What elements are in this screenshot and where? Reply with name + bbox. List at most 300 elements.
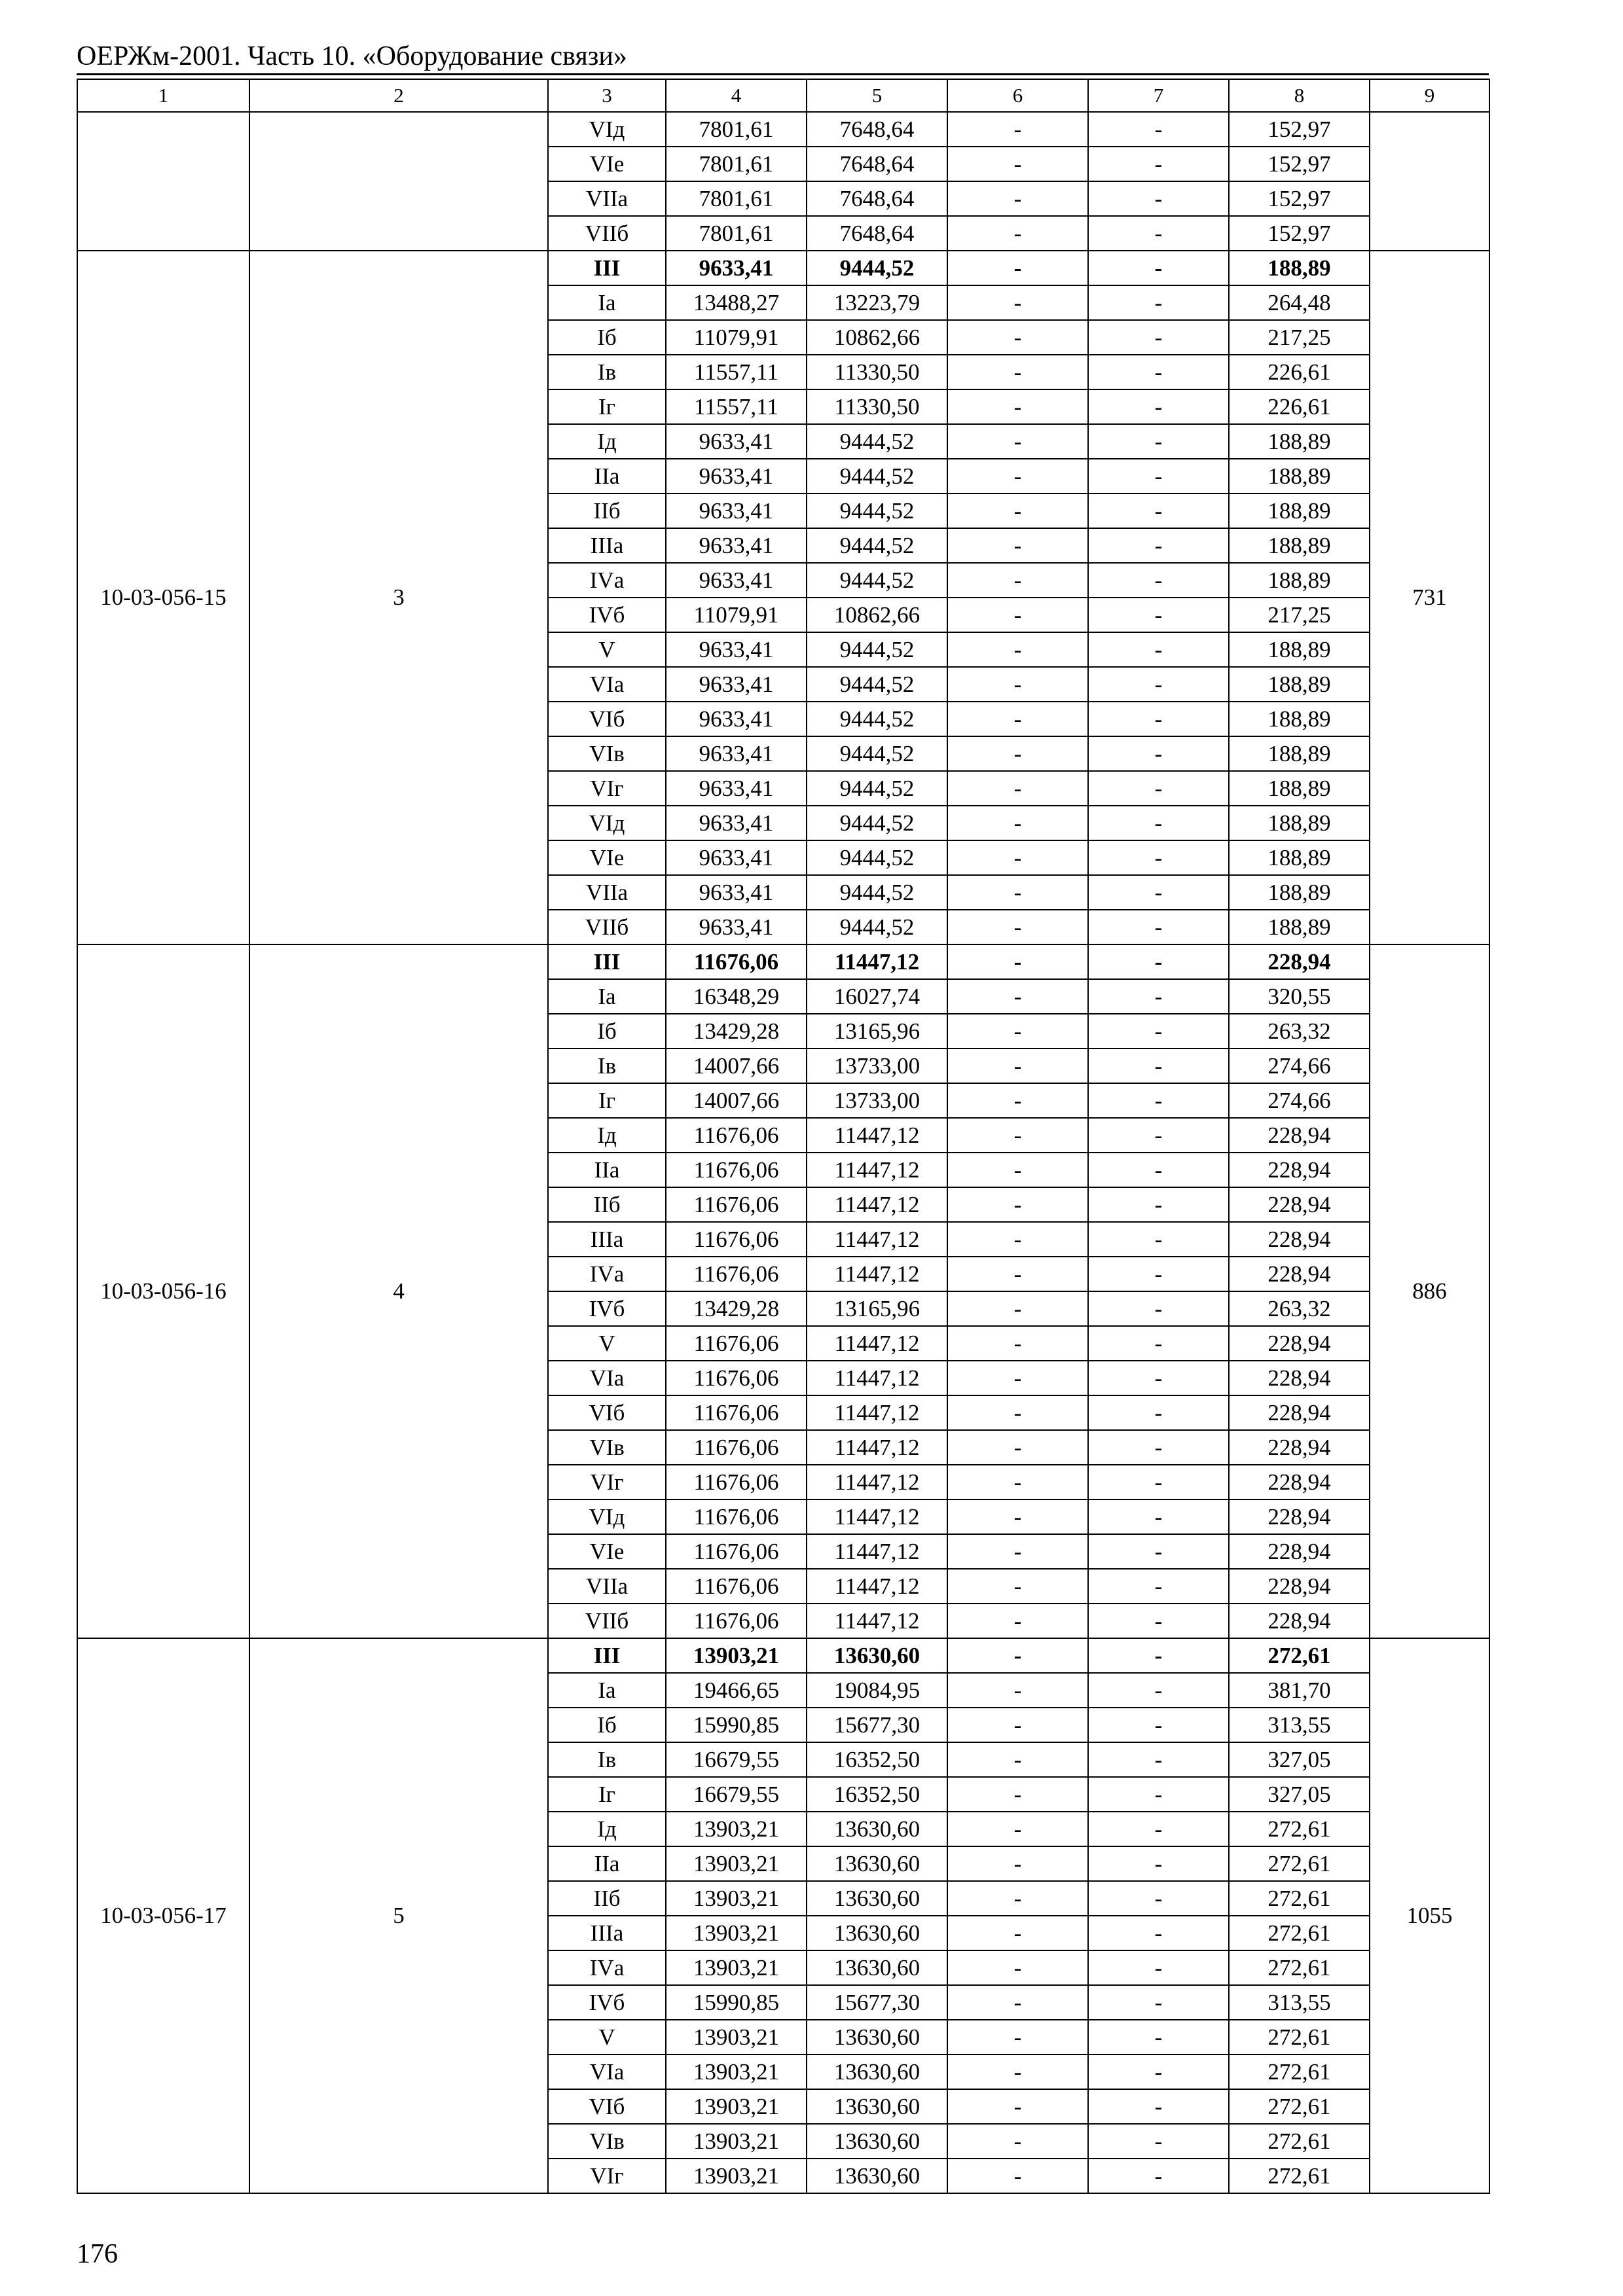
table-row (77, 251, 1489, 285)
machines-cell: - (947, 632, 1088, 667)
zone-cell: IVб (548, 598, 666, 632)
materials-cell: 272,61 (1229, 1638, 1370, 1673)
zone-cell: VIа (548, 2054, 666, 2089)
total-cost-cell: 13903,21 (666, 1812, 807, 1846)
zone-cell: VIд (548, 112, 666, 147)
wages-cell: 9444,52 (807, 459, 947, 493)
materials-cell: 188,89 (1229, 840, 1370, 875)
materials-cell: 228,94 (1229, 1499, 1370, 1534)
total-cost-cell: 11676,06 (666, 944, 807, 979)
driver-wages-cell: - (1088, 2020, 1229, 2054)
wages-cell: 11447,12 (807, 1187, 947, 1222)
driver-wages-cell: - (1088, 1534, 1229, 1569)
wages-cell: 9444,52 (807, 702, 947, 736)
total-cost-cell: 11676,06 (666, 1326, 807, 1361)
driver-wages-cell: - (1088, 598, 1229, 632)
wages-cell: 9444,52 (807, 563, 947, 598)
total-cost-cell: 16679,55 (666, 1742, 807, 1777)
wages-cell: 7648,64 (807, 112, 947, 147)
zone-cell: VIд (548, 1499, 666, 1534)
total-cost-cell: 11676,06 (666, 1395, 807, 1430)
driver-wages-cell: - (1088, 1291, 1229, 1326)
driver-wages-cell: - (1088, 1777, 1229, 1812)
machines-cell: - (947, 1291, 1088, 1326)
driver-wages-cell: - (1088, 1257, 1229, 1291)
wages-cell: 19084,95 (807, 1673, 947, 1708)
wages-cell: 11447,12 (807, 1430, 947, 1465)
total-cost-cell: 11676,06 (666, 1499, 807, 1534)
materials-cell: 228,94 (1229, 1257, 1370, 1291)
materials-cell: 188,89 (1229, 528, 1370, 563)
driver-wages-cell: - (1088, 1742, 1229, 1777)
wages-cell: 9444,52 (807, 910, 947, 944)
zone-cell: VIб (548, 1395, 666, 1430)
materials-cell: 274,66 (1229, 1049, 1370, 1083)
rate-name-cell: 5 (249, 1638, 548, 2193)
zone-cell: VIв (548, 2124, 666, 2159)
total-cost-cell: 11676,06 (666, 1430, 807, 1465)
driver-wages-cell: - (1088, 1014, 1229, 1049)
total-cost-cell: 7801,61 (666, 181, 807, 216)
wages-cell: 13630,60 (807, 2159, 947, 2193)
materials-cell: 313,55 (1229, 1985, 1370, 2020)
driver-wages-cell: - (1088, 771, 1229, 806)
column-header: 2 (249, 79, 548, 112)
driver-wages-cell: - (1088, 424, 1229, 459)
total-cost-cell: 7801,61 (666, 216, 807, 251)
table-body (77, 112, 1489, 2193)
machines-cell: - (947, 389, 1088, 424)
machines-cell: - (947, 112, 1088, 147)
machines-cell: - (947, 1534, 1088, 1569)
total-cost-cell: 13903,21 (666, 2020, 807, 2054)
total-cost-cell: 11676,06 (666, 1153, 807, 1187)
driver-wages-cell: - (1088, 389, 1229, 424)
wages-cell: 11447,12 (807, 1569, 947, 1604)
wages-cell: 13630,60 (807, 1638, 947, 1673)
zone-cell: IVа (548, 1257, 666, 1291)
driver-wages-cell: - (1088, 875, 1229, 910)
materials-cell: 228,94 (1229, 1187, 1370, 1222)
machines-cell: - (947, 667, 1088, 702)
total-cost-cell: 13488,27 (666, 285, 807, 320)
zone-cell: III (548, 251, 666, 285)
materials-cell: 188,89 (1229, 493, 1370, 528)
wages-cell: 11447,12 (807, 1222, 947, 1257)
materials-cell: 188,89 (1229, 563, 1370, 598)
zone-cell: VIг (548, 2159, 666, 2193)
total-cost-cell: 13903,21 (666, 1881, 807, 1916)
driver-wages-cell: - (1088, 1361, 1229, 1395)
total-cost-cell: 9633,41 (666, 736, 807, 771)
zone-cell: VIIб (548, 216, 666, 251)
machines-cell: - (947, 598, 1088, 632)
materials-cell: 327,05 (1229, 1742, 1370, 1777)
header-rule (77, 73, 1489, 75)
driver-wages-cell: - (1088, 1395, 1229, 1430)
price-table (77, 79, 1490, 2194)
materials-cell: 228,94 (1229, 1569, 1370, 1604)
machines-cell: - (947, 2089, 1088, 2124)
materials-cell: 327,05 (1229, 1777, 1370, 1812)
driver-wages-cell: - (1088, 1326, 1229, 1361)
wages-cell: 9444,52 (807, 771, 947, 806)
total-cost-cell: 13903,21 (666, 2054, 807, 2089)
wages-cell: 11447,12 (807, 1534, 947, 1569)
materials-cell: 228,94 (1229, 1430, 1370, 1465)
machines-cell: - (947, 1222, 1088, 1257)
zone-cell: IIа (548, 1153, 666, 1187)
column-header: 3 (548, 79, 666, 112)
machines-cell: - (947, 2020, 1088, 2054)
machines-cell: - (947, 910, 1088, 944)
machines-cell: - (947, 563, 1088, 598)
wages-cell: 11447,12 (807, 1465, 947, 1499)
machines-cell: - (947, 1777, 1088, 1812)
zone-cell: VIIа (548, 181, 666, 216)
zone-cell: Iа (548, 1673, 666, 1708)
materials-cell: 228,94 (1229, 944, 1370, 979)
total-cost-cell: 11676,06 (666, 1257, 807, 1291)
machines-cell: - (947, 1153, 1088, 1187)
driver-wages-cell: - (1088, 251, 1229, 285)
wages-cell: 11447,12 (807, 1395, 947, 1430)
total-cost-cell: 13903,21 (666, 2159, 807, 2193)
materials-cell: 188,89 (1229, 702, 1370, 736)
total-cost-cell: 19466,65 (666, 1673, 807, 1708)
driver-wages-cell: - (1088, 112, 1229, 147)
machines-cell: - (947, 1916, 1088, 1950)
total-cost-cell: 15990,85 (666, 1985, 807, 2020)
machines-cell: - (947, 1881, 1088, 1916)
total-cost-cell: 9633,41 (666, 632, 807, 667)
materials-cell: 320,55 (1229, 979, 1370, 1014)
driver-wages-cell: - (1088, 1430, 1229, 1465)
driver-wages-cell: - (1088, 1499, 1229, 1534)
rate-name-cell: 4 (249, 944, 548, 1638)
driver-wages-cell: - (1088, 1950, 1229, 1985)
driver-wages-cell: - (1088, 1465, 1229, 1499)
materials-cell: 228,94 (1229, 1395, 1370, 1430)
materials-cell: 272,61 (1229, 1812, 1370, 1846)
driver-wages-cell: - (1088, 1222, 1229, 1257)
total-cost-cell: 13903,21 (666, 1916, 807, 1950)
total-cost-cell: 11676,06 (666, 1222, 807, 1257)
total-cost-cell: 11676,06 (666, 1534, 807, 1569)
materials-cell: 264,48 (1229, 285, 1370, 320)
machines-cell: - (947, 459, 1088, 493)
materials-cell: 274,66 (1229, 1083, 1370, 1118)
materials-cell: 272,61 (1229, 2124, 1370, 2159)
zone-cell: Iд (548, 1118, 666, 1153)
zone-cell: IIа (548, 459, 666, 493)
total-cost-cell: 16679,55 (666, 1777, 807, 1812)
machines-cell: - (947, 1985, 1088, 2020)
zone-cell: IVа (548, 563, 666, 598)
zone-cell: VIв (548, 736, 666, 771)
total-cost-cell: 9633,41 (666, 806, 807, 840)
total-cost-cell: 11676,06 (666, 1118, 807, 1153)
rate-name-cell: 3 (249, 251, 548, 944)
zone-cell: IIб (548, 1187, 666, 1222)
materials-cell: 272,61 (1229, 2089, 1370, 2124)
machines-cell: - (947, 1499, 1088, 1534)
driver-wages-cell: - (1088, 1118, 1229, 1153)
materials-cell: 228,94 (1229, 1118, 1370, 1153)
materials-cell: 188,89 (1229, 424, 1370, 459)
column-header: 1 (77, 79, 249, 112)
materials-cell: 272,61 (1229, 1846, 1370, 1881)
machines-cell: - (947, 181, 1088, 216)
machines-cell: - (947, 1604, 1088, 1638)
zone-cell: VIб (548, 2089, 666, 2124)
materials-cell: 226,61 (1229, 389, 1370, 424)
machines-cell: - (947, 702, 1088, 736)
machines-cell: - (947, 147, 1088, 181)
column-header-row (77, 79, 1489, 112)
zone-cell: VIг (548, 771, 666, 806)
materials-cell: 188,89 (1229, 459, 1370, 493)
machines-cell: - (947, 1708, 1088, 1742)
total-cost-cell: 9633,41 (666, 910, 807, 944)
total-cost-cell: 11079,91 (666, 598, 807, 632)
total-cost-cell: 7801,61 (666, 112, 807, 147)
machines-cell: - (947, 2159, 1088, 2193)
wages-cell: 13165,96 (807, 1291, 947, 1326)
rate-code-cell: 10-03-056-16 (77, 944, 249, 1638)
zone-cell: Iд (548, 1812, 666, 1846)
machines-cell: - (947, 1187, 1088, 1222)
rate-name-cell (249, 112, 548, 251)
zone-cell: IVа (548, 1950, 666, 1985)
total-cost-cell: 11676,06 (666, 1187, 807, 1222)
zone-cell: Iб (548, 1014, 666, 1049)
machines-cell: - (947, 1118, 1088, 1153)
wages-cell: 13630,60 (807, 1950, 947, 1985)
materials-cell: 272,61 (1229, 2020, 1370, 2054)
materials-cell: 188,89 (1229, 771, 1370, 806)
zone-cell: VIIб (548, 1604, 666, 1638)
total-cost-cell: 16348,29 (666, 979, 807, 1014)
zone-cell: III (548, 944, 666, 979)
wages-cell: 11447,12 (807, 1326, 947, 1361)
labor-cost-cell (1370, 112, 1489, 251)
zone-cell: III (548, 1638, 666, 1673)
materials-cell: 228,94 (1229, 1604, 1370, 1638)
machines-cell: - (947, 285, 1088, 320)
total-cost-cell: 9633,41 (666, 251, 807, 285)
total-cost-cell: 7801,61 (666, 147, 807, 181)
total-cost-cell: 15990,85 (666, 1708, 807, 1742)
driver-wages-cell: - (1088, 459, 1229, 493)
zone-cell: VIIа (548, 875, 666, 910)
total-cost-cell: 13429,28 (666, 1014, 807, 1049)
zone-cell: VIIа (548, 1569, 666, 1604)
column-header: 6 (947, 79, 1088, 112)
driver-wages-cell: - (1088, 702, 1229, 736)
total-cost-cell: 13903,21 (666, 2124, 807, 2159)
driver-wages-cell: - (1088, 563, 1229, 598)
total-cost-cell: 9633,41 (666, 702, 807, 736)
driver-wages-cell: - (1088, 1673, 1229, 1708)
driver-wages-cell: - (1088, 285, 1229, 320)
materials-cell: 152,97 (1229, 112, 1370, 147)
materials-cell: 313,55 (1229, 1708, 1370, 1742)
driver-wages-cell: - (1088, 1846, 1229, 1881)
materials-cell: 272,61 (1229, 2159, 1370, 2193)
driver-wages-cell: - (1088, 2159, 1229, 2193)
total-cost-cell: 11079,91 (666, 320, 807, 355)
zone-cell: VIд (548, 806, 666, 840)
driver-wages-cell: - (1088, 667, 1229, 702)
total-cost-cell: 9633,41 (666, 840, 807, 875)
driver-wages-cell: - (1088, 216, 1229, 251)
zone-cell: VIIб (548, 910, 666, 944)
machines-cell: - (947, 979, 1088, 1014)
column-header: 9 (1370, 79, 1489, 112)
wages-cell: 15677,30 (807, 1708, 947, 1742)
labor-cost-cell: 886 (1370, 944, 1489, 1638)
machines-cell: - (947, 424, 1088, 459)
driver-wages-cell: - (1088, 736, 1229, 771)
total-cost-cell: 9633,41 (666, 493, 807, 528)
machines-cell: - (947, 875, 1088, 910)
materials-cell: 228,94 (1229, 1465, 1370, 1499)
driver-wages-cell: - (1088, 1812, 1229, 1846)
driver-wages-cell: - (1088, 1569, 1229, 1604)
total-cost-cell: 11557,11 (666, 389, 807, 424)
zone-cell: IIIа (548, 1222, 666, 1257)
machines-cell: - (947, 1569, 1088, 1604)
materials-cell: 228,94 (1229, 1153, 1370, 1187)
total-cost-cell: 11676,06 (666, 1604, 807, 1638)
total-cost-cell: 14007,66 (666, 1083, 807, 1118)
driver-wages-cell: - (1088, 320, 1229, 355)
materials-cell: 217,25 (1229, 598, 1370, 632)
driver-wages-cell: - (1088, 147, 1229, 181)
zone-cell: VIб (548, 702, 666, 736)
zone-cell: IIа (548, 1846, 666, 1881)
column-header: 7 (1088, 79, 1229, 112)
driver-wages-cell: - (1088, 1708, 1229, 1742)
wages-cell: 11447,12 (807, 1153, 947, 1187)
zone-cell: Iд (548, 424, 666, 459)
wages-cell: 11330,50 (807, 355, 947, 389)
total-cost-cell: 9633,41 (666, 771, 807, 806)
materials-cell: 228,94 (1229, 1222, 1370, 1257)
wages-cell: 9444,52 (807, 667, 947, 702)
wages-cell: 9444,52 (807, 736, 947, 771)
machines-cell: - (947, 1014, 1088, 1049)
total-cost-cell: 9633,41 (666, 563, 807, 598)
driver-wages-cell: - (1088, 355, 1229, 389)
wages-cell: 9444,52 (807, 632, 947, 667)
zone-cell: V (548, 632, 666, 667)
driver-wages-cell: - (1088, 1153, 1229, 1187)
total-cost-cell: 9633,41 (666, 875, 807, 910)
wages-cell: 9444,52 (807, 251, 947, 285)
machines-cell: - (947, 806, 1088, 840)
machines-cell: - (947, 493, 1088, 528)
wages-cell: 7648,64 (807, 181, 947, 216)
total-cost-cell: 11676,06 (666, 1465, 807, 1499)
materials-cell: 272,61 (1229, 1881, 1370, 1916)
machines-cell: - (947, 1950, 1088, 1985)
machines-cell: - (947, 1846, 1088, 1881)
wages-cell: 13165,96 (807, 1014, 947, 1049)
driver-wages-cell: - (1088, 181, 1229, 216)
total-cost-cell: 13903,21 (666, 2089, 807, 2124)
machines-cell: - (947, 1361, 1088, 1395)
zone-cell: IIб (548, 493, 666, 528)
driver-wages-cell: - (1088, 806, 1229, 840)
machines-cell: - (947, 736, 1088, 771)
wages-cell: 13223,79 (807, 285, 947, 320)
machines-cell: - (947, 1049, 1088, 1083)
machines-cell: - (947, 1465, 1088, 1499)
materials-cell: 228,94 (1229, 1326, 1370, 1361)
machines-cell: - (947, 1083, 1088, 1118)
zone-cell: VIе (548, 1534, 666, 1569)
wages-cell: 13733,00 (807, 1049, 947, 1083)
driver-wages-cell: - (1088, 1881, 1229, 1916)
materials-cell: 188,89 (1229, 632, 1370, 667)
zone-cell: Iб (548, 1708, 666, 1742)
materials-cell: 272,61 (1229, 1916, 1370, 1950)
wages-cell: 11447,12 (807, 944, 947, 979)
wages-cell: 9444,52 (807, 493, 947, 528)
zone-cell: VIа (548, 667, 666, 702)
wages-cell: 13630,60 (807, 2089, 947, 2124)
materials-cell: 228,94 (1229, 1534, 1370, 1569)
machines-cell: - (947, 2054, 1088, 2089)
wages-cell: 11447,12 (807, 1604, 947, 1638)
machines-cell: - (947, 1742, 1088, 1777)
machines-cell: - (947, 1638, 1088, 1673)
wages-cell: 9444,52 (807, 806, 947, 840)
wages-cell: 13630,60 (807, 1916, 947, 1950)
wages-cell: 13630,60 (807, 1812, 947, 1846)
price-table-container (77, 79, 1490, 2194)
materials-cell: 263,32 (1229, 1291, 1370, 1326)
total-cost-cell: 9633,41 (666, 528, 807, 563)
column-header: 5 (807, 79, 947, 112)
zone-cell: Iб (548, 320, 666, 355)
machines-cell: - (947, 320, 1088, 355)
table-row (77, 1638, 1489, 1673)
materials-cell: 152,97 (1229, 147, 1370, 181)
materials-cell: 263,32 (1229, 1014, 1370, 1049)
driver-wages-cell: - (1088, 944, 1229, 979)
driver-wages-cell: - (1088, 632, 1229, 667)
zone-cell: V (548, 2020, 666, 2054)
labor-cost-cell: 731 (1370, 251, 1489, 944)
wages-cell: 13630,60 (807, 1881, 947, 1916)
machines-cell: - (947, 1395, 1088, 1430)
wages-cell: 16352,50 (807, 1777, 947, 1812)
zone-cell: Iв (548, 1742, 666, 1777)
wages-cell: 16352,50 (807, 1742, 947, 1777)
materials-cell: 152,97 (1229, 216, 1370, 251)
table-row (77, 112, 1489, 147)
total-cost-cell: 13903,21 (666, 1846, 807, 1881)
total-cost-cell: 13429,28 (666, 1291, 807, 1326)
zone-cell: VIа (548, 1361, 666, 1395)
driver-wages-cell: - (1088, 1985, 1229, 2020)
wages-cell: 10862,66 (807, 598, 947, 632)
materials-cell: 188,89 (1229, 251, 1370, 285)
zone-cell: VIг (548, 1465, 666, 1499)
